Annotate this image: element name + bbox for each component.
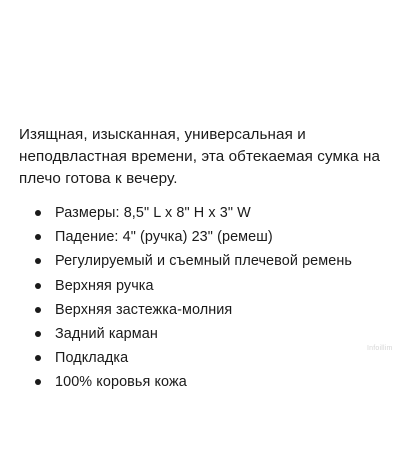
bullet-icon (35, 283, 41, 289)
intro-text: Изящная, изысканная, универсальная и неподвластная времени, эта обтекаемая сумка на плечо готова к вечеру. (19, 126, 381, 187)
feature-text: Задний карман (55, 326, 158, 343)
bullet-icon (35, 331, 41, 337)
feature-text: Верхняя ручка (55, 277, 154, 294)
feature-text: Размеры: 8,5" L x 8" H x 3" W (55, 205, 251, 221)
feature-text: Падение: 4" (ручка) 23" (ремеш) (55, 229, 273, 246)
feature-text: Регулируемый и съемный плечевой ремень (55, 253, 353, 270)
feature-strap (19, 249, 389, 273)
feature-lining (19, 346, 389, 370)
product-description (19, 124, 389, 395)
feature-text: Верхняя застежка-молния (55, 301, 233, 318)
feature-dimensions (19, 201, 389, 225)
feature-zipper (19, 298, 389, 322)
feature-material (19, 370, 389, 394)
feature-text: Подкладка (55, 350, 129, 367)
watermark: Infoillim (367, 345, 393, 352)
feature-list (19, 201, 389, 395)
feature-text: 100% коровья кожа (55, 374, 187, 391)
bullet-icon (35, 210, 41, 216)
bullet-icon (35, 307, 41, 313)
bullet-icon (35, 258, 41, 264)
feature-top-handle (19, 274, 389, 298)
feature-drop (19, 225, 389, 249)
bullet-icon (35, 379, 41, 385)
feature-back-pocket (19, 322, 389, 346)
bullet-icon (35, 355, 41, 361)
bullet-icon (35, 234, 41, 240)
